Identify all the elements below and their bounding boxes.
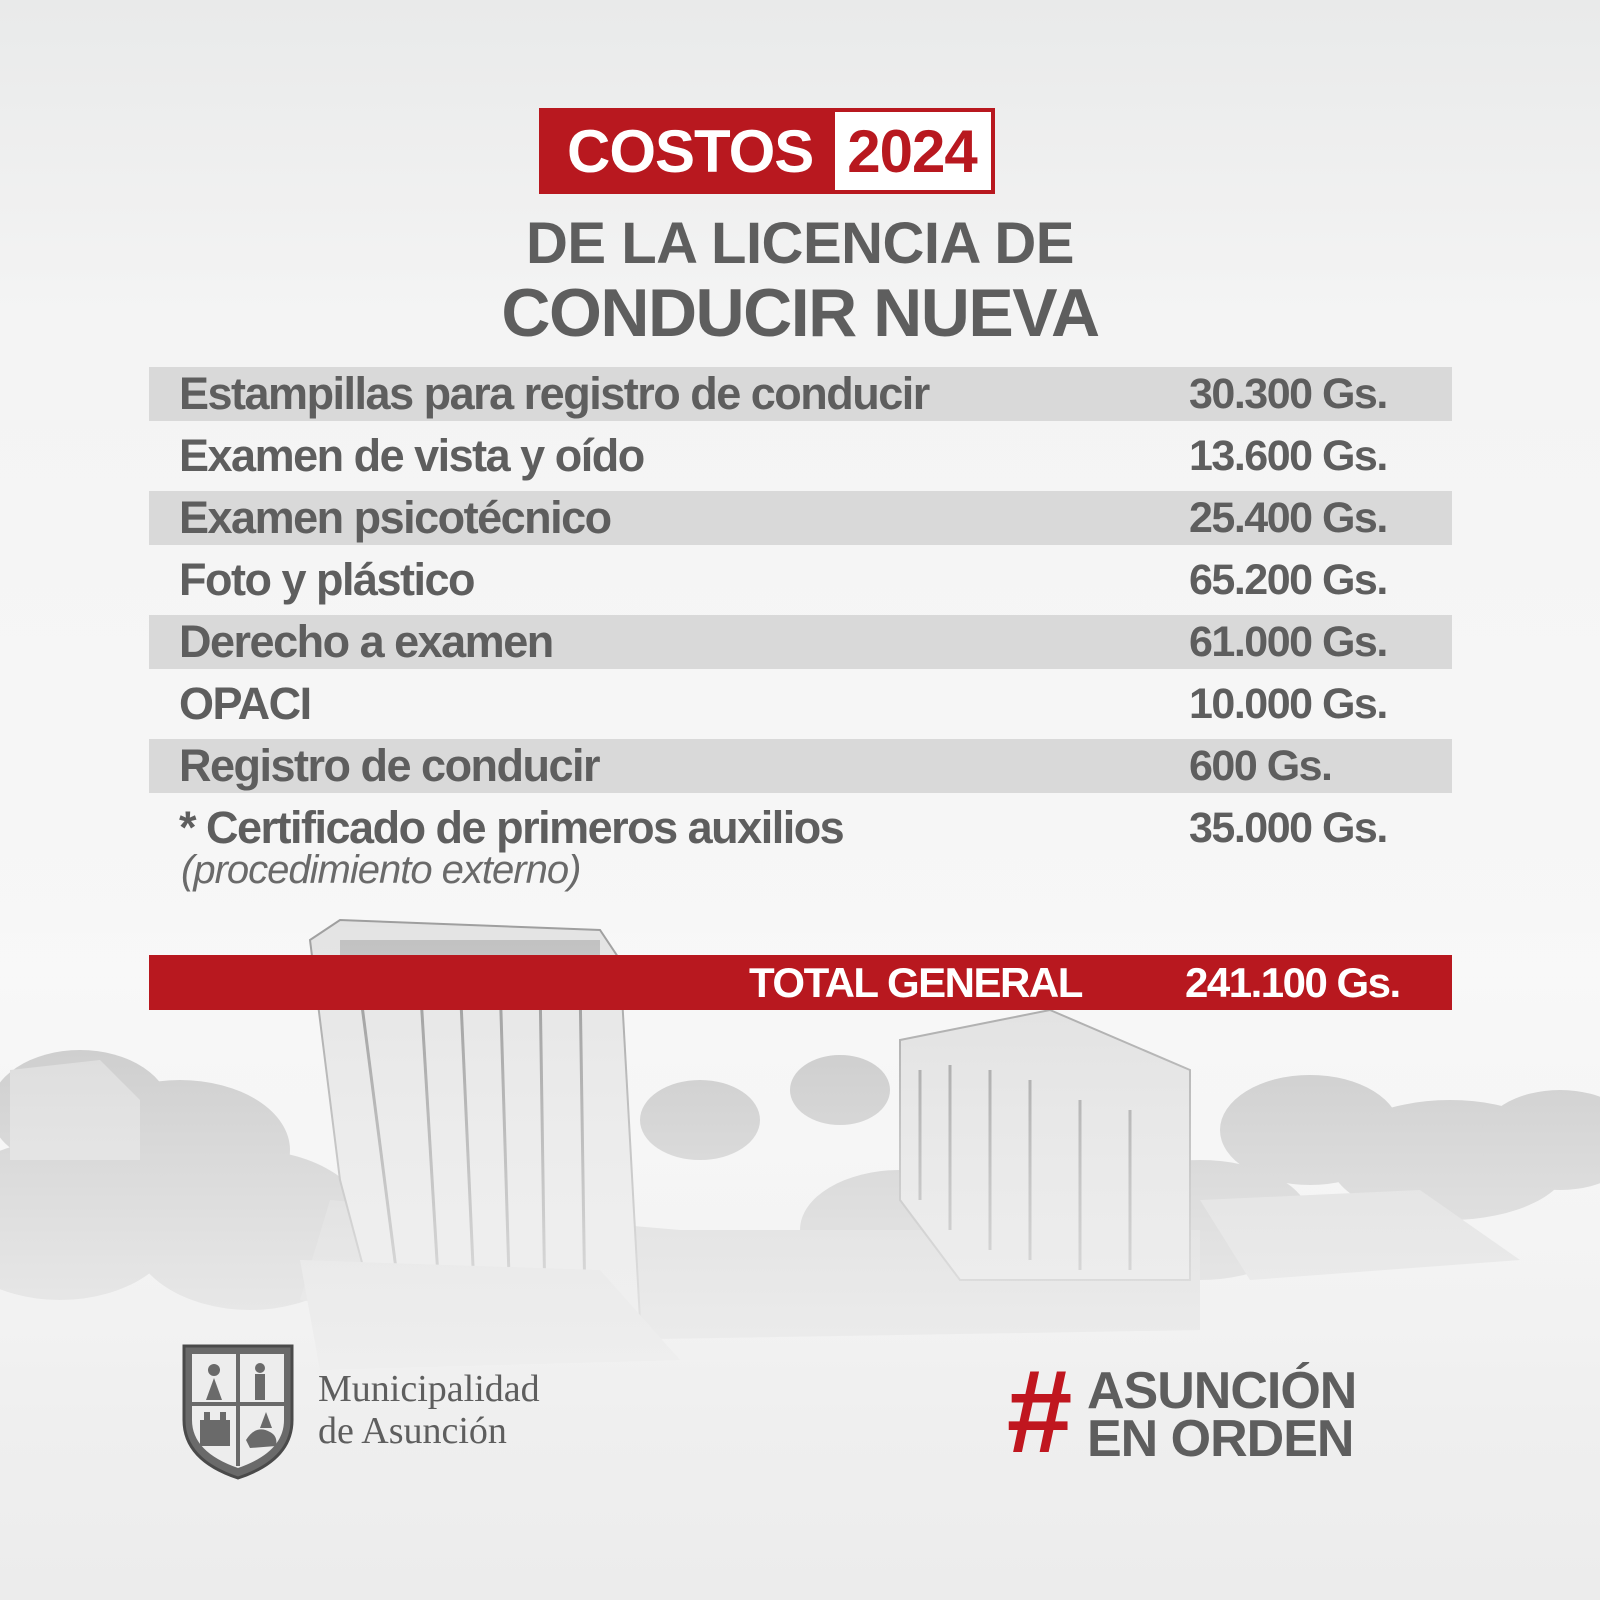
cost-label: Registro de conducir [179, 740, 600, 791]
cost-label: Estampillas para registro de conducir [179, 368, 929, 419]
cost-price: 25.400 Gs. [1189, 494, 1387, 542]
coat-of-arms-icon [180, 1340, 296, 1480]
cost-price: 65.200 Gs. [1189, 556, 1387, 604]
municipality-line-2: de Asunción [318, 1410, 507, 1452]
cost-row [149, 677, 1452, 731]
cost-row [149, 367, 1452, 421]
subtitle-line-1: DE LA LICENCIA DE [526, 211, 1074, 276]
cost-row [149, 615, 1452, 669]
cost-label: Examen psicotécnico [179, 492, 611, 543]
cost-price: 61.000 Gs. [1189, 618, 1387, 666]
subtitle-line-2: CONDUCIR NUEVA [501, 275, 1099, 351]
cost-row [149, 429, 1452, 483]
hashtag-logo [1005, 1346, 1425, 1478]
cost-price: 10.000 Gs. [1189, 680, 1387, 728]
cost-label: * Certificado de primeros auxilios [179, 802, 844, 853]
cost-row [149, 801, 1452, 855]
cost-price: 600 Gs. [1189, 742, 1332, 790]
hashtag-line-2: EN ORDEN [1087, 1410, 1354, 1468]
cost-label: Derecho a examen [179, 616, 553, 667]
cost-label: Foto y plástico [179, 554, 475, 605]
total-value: 241.100 Gs. [1185, 959, 1400, 1006]
cost-price: 30.300 Gs. [1189, 370, 1387, 418]
title-badge [539, 108, 995, 194]
external-procedure-note: (procedimiento externo) [181, 848, 581, 892]
cost-row [149, 739, 1452, 793]
total-label: TOTAL GENERAL [749, 959, 1082, 1006]
cost-row [149, 553, 1452, 607]
cost-list [149, 367, 1452, 863]
municipality-line-1: Municipalidad [318, 1368, 540, 1410]
cost-label: Examen de vista y oído [179, 430, 644, 481]
hashtag-symbol: # [1005, 1346, 1071, 1478]
cost-price: 35.000 Gs. [1189, 804, 1387, 852]
title-year: 2024 [835, 112, 990, 190]
cost-row [149, 491, 1452, 545]
municipality-name [318, 1368, 540, 1452]
total-bar [149, 955, 1452, 1010]
hashtag-line-1: ASUNCIÓN [1087, 1362, 1357, 1420]
cost-label: OPACI [179, 678, 311, 729]
cost-price: 13.600 Gs. [1189, 432, 1387, 480]
title-word: COSTOS [543, 112, 835, 190]
